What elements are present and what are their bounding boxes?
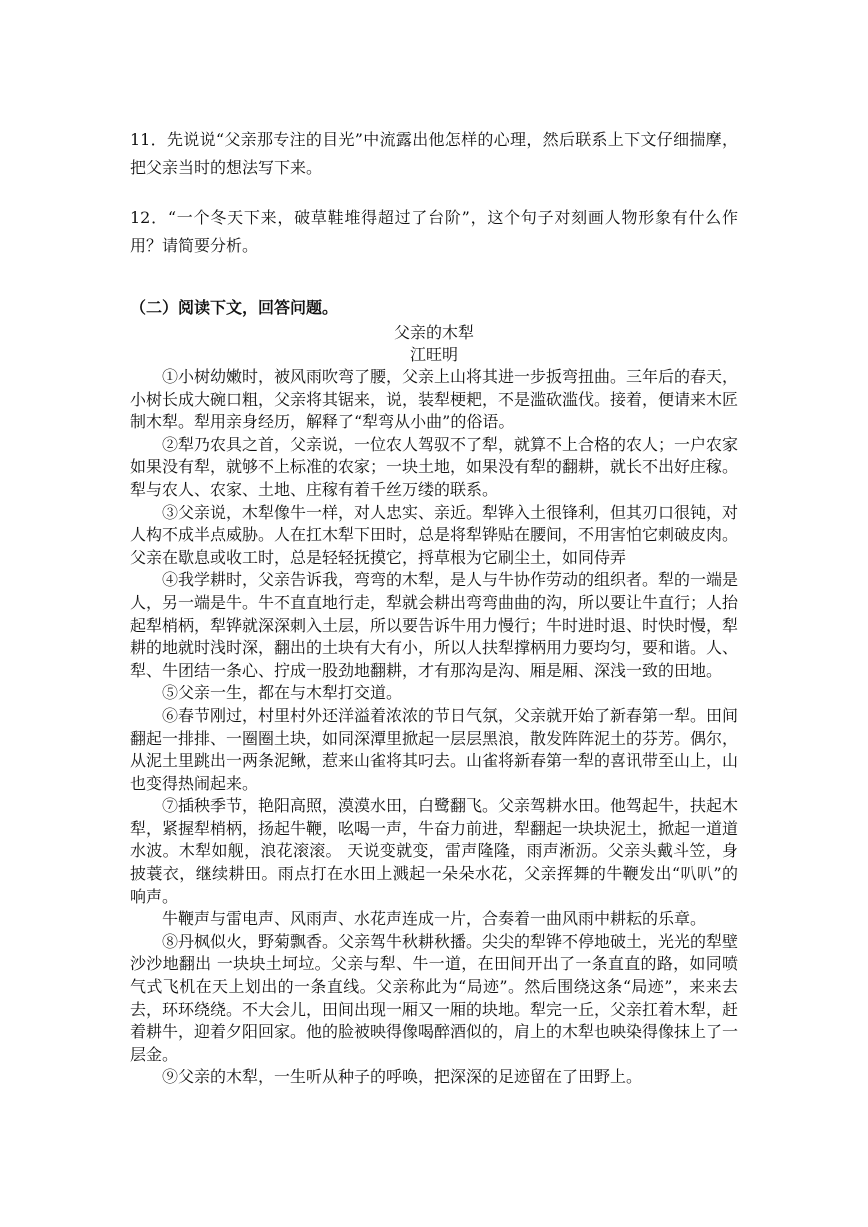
article-paragraph: ⑤父亲一生，都在与木犁打交道。: [162, 683, 403, 703]
article-paragraph: 牛鞭声与雷电声、风雨声、水花声连成一片，合奏着一曲风雨中耕耘的乐章。: [162, 909, 707, 929]
article-paragraph: ⑥春节刚过，村里村外还洋溢着浓浓的节日气氛，父亲就开始了新春第一犁。田间翻起一排排、一圈圈土块，如同深潭里掀起一层层黑浪，散发阵阵泥土的芬芳。偶尔，从泥土里跳出一两条泥鳅，惹来山雀将其叼去。山雀将新春第一犁的喜讯带至山上，山也变得热闹起来。: [130, 705, 739, 793]
article-paragraph: ②犁乃农具之首，父亲说，一位农人驾驭不了犁，就算不上合格的农人；一户农家如果没有犁，就够不上标准的农家；一块土地，如果没有犁的翻耕，就长不出好庄稼。犁与农人、农家、土地、庄稼有着千丝万缕的联系。: [130, 434, 739, 499]
article-author: 江旺明: [409, 345, 458, 364]
article-paragraph: ③父亲说，木犁像牛一样，对人忠实、亲近。犁铧入土很锋利，但其刃口很钝，对人构不成半点威胁。人在扛木犁下田时，总是将犁铧贴在腰间，不用害怕它刺破皮肉。父亲在歇息或收工时，总是轻轻抚摸它，捋草根为它刷尘土，如同侍弄: [130, 502, 739, 567]
article-paragraph: ④我学耕时，父亲告诉我，弯弯的木犁，是人与牛协作劳动的组织者。犁的一端是人，另一端是牛。牛不直直地行走，犁就会耕出弯弯曲曲的沟，所以要让牛直行；人抬起犁梢柄，犁铧就深深刺入土层，所以要告诉牛用力慢行；牛时进时退、时快时慢，犁耕的地就时浅时深，翻出的土块有大有小，所以人扶犁撑柄用力要均匀，要和谐。人、犁、牛团结一条心、拧成一股劲地翻耕，才有那沟是沟、厢是厢、深浅一致的田地。: [130, 570, 739, 680]
article-paragraph: ⑦插秧季节，艳阳高照，漠漠水田，白鹭翻飞。父亲驾耕水田。他驾起牛，扶起木犁，紧握犁梢柄，扬起牛鞭，吆喝一声，牛奋力前进，犁翻起一块块泥土，掀起一道道水波。木犁如舰，浪花滚滚。 天说变就变，雷声隆隆，雨声淅沥。父亲头戴斗笠，身披蓑衣，继续耕田。雨点打在水田上溅起一朵朵水花，父亲挥舞的牛鞭发出“叭叭”的响声。: [130, 796, 739, 906]
article-body: [130, 366, 738, 1089]
article-paragraph: ⑧丹枫似火，野菊飘香。父亲驾牛秋耕秋播。尖尖的犁铧不停地破土，光光的犁壁沙沙地翻出 一块块土坷垃。父亲与犁、牛一道，在田间开出了一条直直的路，如同喷气式飞机在天上划出的一条直线。父亲称此为“局迹”。然后围绕这条“局迹”，来来去去，环环绕绕。不大会儿，田间出现一厢又一厢的块地。犁完一丘，父亲扛着木犁，赶着耕牛，迎着夕阳回家。他的脸被映得像喝醉酒似的，肩上的木犁也映染得像抹上了一层金。: [130, 931, 739, 1064]
article-title: 父亲的木犁: [393, 323, 474, 342]
article-paragraph: ⑨父亲的木犁，一生听从种子的呼唤，把深深的足迹留在了田野上。: [162, 1067, 643, 1087]
article-paragraph: ①小树幼嫩时，被风雨吹弯了腰，父亲上山将其进一步扳弯扭曲。三年后的春天，小树长成大碗口粗，父亲将其锯来，说，装犁梗耙，不是滥砍滥伐。接着，便请来木匠制木犁。犁用亲身经历，解释了“犁弯从小曲”的俗语。: [130, 367, 739, 432]
section-title: （二）阅读下文，回答问题。: [130, 298, 339, 317]
question-12: 12．“一个冬天下来，破草鞋堆得超过了台阶”，这个句子对刻画人物形象有什么作用？请简要分析。: [130, 208, 738, 255]
question-11: 11．先说说“父亲那专注的目光”中流露出他怎样的心理，然后联系上下文仔细揣摩，把父亲当时的想法写下来。: [130, 130, 738, 177]
